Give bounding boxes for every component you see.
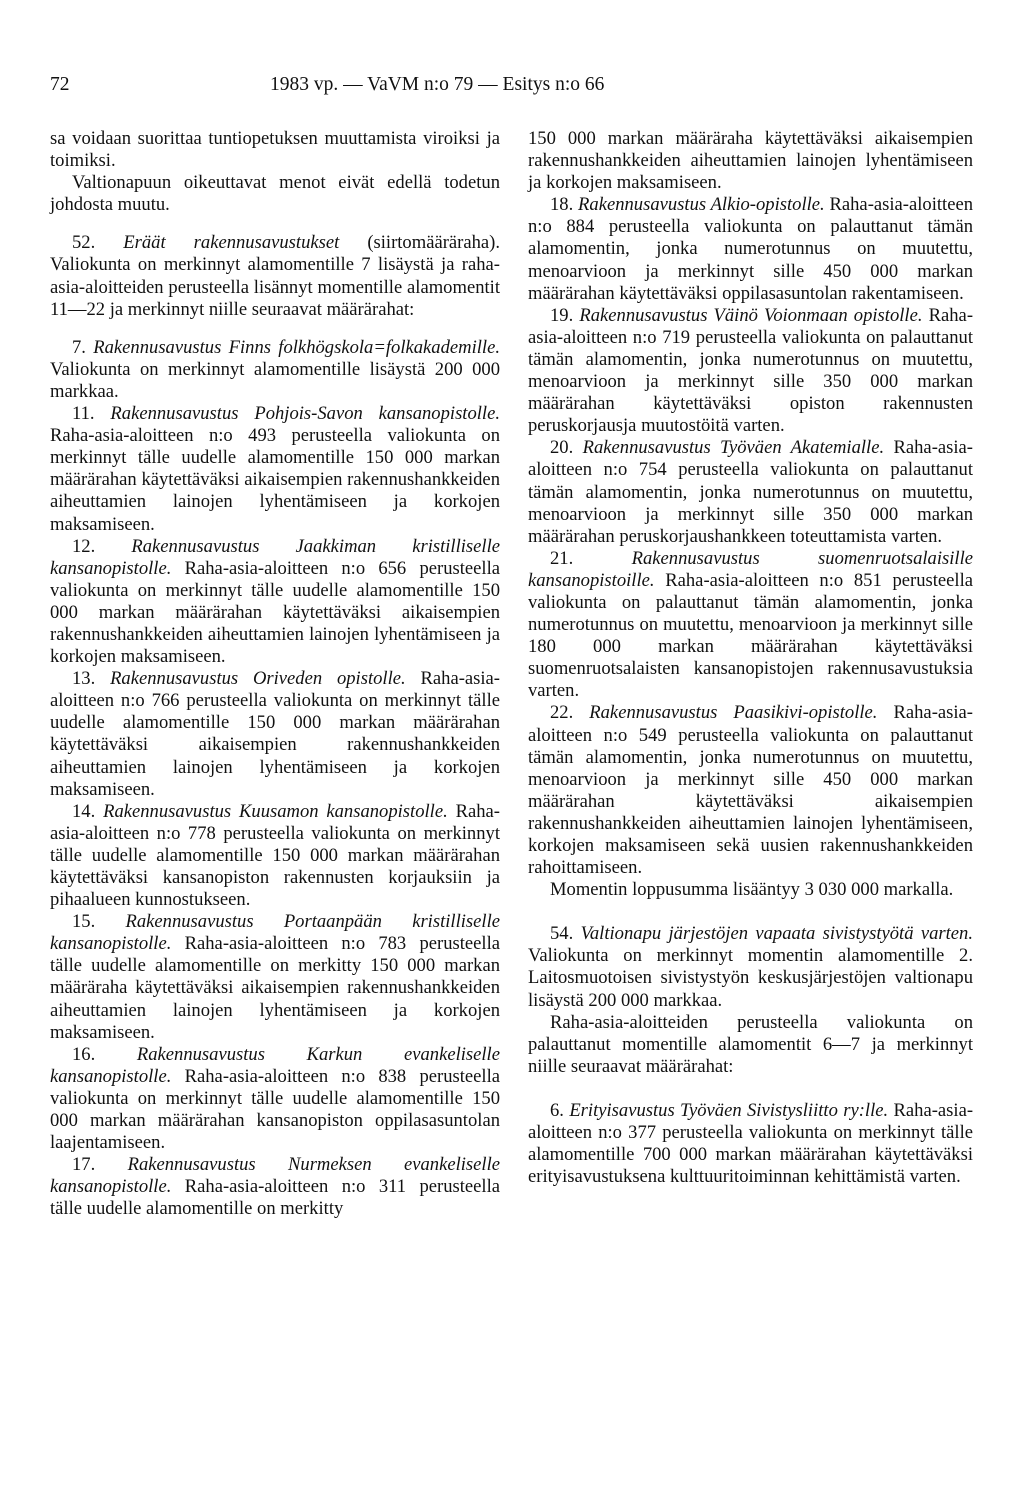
item-title: Rakennusavustus Nurmeksen evankeliselle kansanopistolle.	[50, 1154, 500, 1198]
item-title: Eräät rakennusavustukset	[123, 232, 340, 254]
paragraph	[528, 1100, 973, 1188]
item-body: Raha-asia-aloitteen n:o 884 perusteella valiokunta on palauttanut tämän alamomentin, jonka numerotunnus on muutettu, menoarvioon ja merkinnyt sille 450 000 markan määrärahan käytettäväksi oppilasasuntolan rakentamiseen.	[528, 194, 973, 304]
item-title: Rakennusavustus Kuusamon kansanopistolle.	[103, 800, 448, 822]
item-title: Rakennusavustus Karkun evankeliselle kansanopistolle.	[50, 1043, 500, 1087]
item-body: Momentin loppusumma lisääntyy 3 030 000 markalla.	[550, 879, 954, 901]
item-body: sa voidaan suorittaa tuntiopetuksen muuttamista viroiksi ja toimiksi.	[50, 128, 500, 172]
item-body: Valtionapuun oikeuttavat menot eivät edellä todetun johdosta muutu.	[50, 172, 500, 216]
item-number: 17.	[72, 1154, 96, 1176]
paragraph	[50, 337, 500, 403]
item-title: Rakennusavustus Väinö Voionmaan opistolle.	[579, 304, 923, 326]
paragraph	[50, 1044, 500, 1154]
item-title: Rakennusavustus Oriveden opistolle.	[110, 668, 406, 690]
item-number: 54.	[550, 923, 574, 945]
paragraph	[50, 128, 500, 172]
item-number: 7.	[72, 336, 86, 358]
item-number: 21.	[550, 547, 574, 569]
item-body: Raha-asia-aloitteen n:o 311 perusteella tälle uudelle alamomentille on merkitty	[50, 1176, 500, 1220]
item-title: Erityisavustus Työväen Sivistysliitto ry:lle.	[569, 1099, 889, 1121]
item-body: Raha-asia-aloitteen n:o 549 perusteella valiokunta on palauttanut tämän alamomentin, jonka numerotunnus on muutettu, menoarvioon ja merkinnyt sille 450 000 markan määrärahan käytettäväksi aikaisempien rakennushankkeiden aiheuttamien lainojen lyhentämiseen, korkojen maksamiseen sekä uusien rakennushankkeiden rahoittamiseen.	[528, 702, 973, 879]
item-number: 6.	[550, 1099, 564, 1121]
item-title: Valtionapu järjestöjen vapaata sivistystyötä varten.	[580, 923, 973, 945]
paragraph	[50, 801, 500, 911]
running-title: 1983 vp. — VaVM n:o 79 — Esitys n:o 66	[270, 74, 605, 95]
item-title: Rakennusavustus Jaakkiman kristilliselle kansanopistolle.	[50, 535, 501, 579]
item-number: 14.	[72, 800, 96, 822]
item-body: Raha-asia-aloitteen n:o 778 perusteella valiokunta on merkinnyt tälle uudelle alamomentille 150 000 markan määrärahan käytettäväksi kansanopiston rakennusten korjauksiin ja pihaalueen kunnostukseen.	[50, 800, 500, 911]
item-title: Rakennusavustus Finns folkhögskola=folkakademille.	[93, 336, 500, 358]
item-body: Raha-asia-aloitteen n:o 783 perusteella tälle uudelle alamomentille on merkitty 150 000 markan määräraha käytettäväksi aikaisempien rakennushankkeiden aiheuttamien lainojen lyhentämiseen ja korkojen maksamiseen.	[50, 933, 500, 1043]
paragraph	[528, 305, 973, 438]
paragraph	[528, 702, 973, 879]
item-body: 150 000 markan määräraha käytettäväksi aikaisempien rakennushankkeiden aiheuttamien lainojen lyhentämiseen ja korkojen maksamiseen.	[528, 128, 973, 194]
paragraph	[50, 172, 500, 216]
right-column	[528, 128, 973, 1188]
item-title: Rakennusavustus Työväen Akatemialle.	[582, 437, 885, 459]
item-body: Raha-asia-aloitteiden perusteella valiokunta on palauttanut momentille alamomentit 6—7 ja merkinnyt niille seuraavat määrärahat:	[528, 1011, 973, 1077]
item-body: Raha-asia-aloitteen n:o 493 perusteella valiokunta on merkinnyt tälle uudelle alamomentille 150 000 markan määrärahan käytettäväksi aikaisempien rakennushankkeiden aiheuttamien lainojen lyhentämiseen ja korkojen maksamiseen.	[50, 425, 500, 535]
paragraph	[528, 548, 973, 703]
paragraph	[528, 879, 973, 901]
item-title: Rakennusavustus Portaanpään kristilliselle kansanopistolle.	[50, 911, 500, 955]
item-body: Raha-asia-aloitteen n:o 851 perusteella valiokunta on palauttanut tämän alamomentin, jonka numerotunnus on muutettu, menoarvioon ja merkinnyt sille 180 000 markan määrärahan käytettäväksi suomenruotsalaisten kansanopistojen rakennusavustuksia varten.	[528, 569, 973, 702]
paragraph	[50, 403, 500, 536]
item-number: 52.	[72, 232, 96, 254]
item-number: 19.	[550, 304, 574, 326]
left-column	[50, 128, 500, 1221]
item-number: 20.	[550, 437, 574, 459]
item-body: Valiokunta on merkinnyt alamomentille lisäystä 200 000 markkaa.	[50, 358, 500, 402]
item-body: (siirtomääräraha). Valiokunta on merkinnyt alamomentille 7 lisäystä ja raha-asia-aloitteiden perusteella lisännyt momentille alamomentit 11—22 ja merkinnyt niille seuraavat määrärahat:	[50, 232, 500, 320]
item-number: 13.	[72, 668, 96, 690]
paragraph	[528, 194, 973, 304]
item-title: Rakennusavustus suomenruotsalaisille kansanopistoille.	[528, 547, 973, 591]
item-title: Rakennusavustus Alkio-opistolle.	[578, 194, 825, 216]
paragraph	[528, 128, 973, 194]
item-title: Rakennusavustus Pohjois-Savon kansanopistolle.	[110, 403, 500, 425]
paragraph	[50, 232, 500, 320]
item-number: 22.	[550, 702, 574, 724]
paragraph	[50, 668, 500, 801]
item-number: 15.	[72, 911, 96, 933]
item-body: Valiokunta on merkinnyt momentin alamomentille 2. Laitosmuotoisen sivistystyön keskusjärjestöjen valtionapu lisäystä 200 000 markkaa.	[528, 945, 973, 1011]
item-body: Raha-asia-aloitteen n:o 838 perusteella valiokunta on merkinnyt tälle uudelle alamomentille 150 000 markan määrärahan kansanopiston oppilasasuntolan laajentamiseen.	[50, 1065, 500, 1154]
page-number: 72	[50, 74, 70, 95]
paragraph	[50, 1154, 500, 1220]
item-title: Rakennusavustus Paasikivi-opistolle.	[589, 702, 878, 724]
item-number: 18.	[550, 194, 574, 216]
paragraph	[50, 536, 500, 669]
paragraph	[528, 1012, 973, 1078]
paragraph	[528, 923, 973, 1011]
paragraph	[50, 911, 500, 1044]
item-body: Raha-asia-aloitteen n:o 766 perusteella valiokunta on merkinnyt tälle uudelle alamomentille 150 000 markan määrärahan käytettäväksi aikaisempien rakennushankkeiden aiheuttamien lainojen lyhentämiseen ja korkojen maksamiseen.	[50, 668, 500, 800]
paragraph	[528, 437, 973, 547]
item-body: Raha-asia-aloitteen n:o 656 perusteella valiokunta on merkinnyt tälle uudelle alamomentille 150 000 markan määrärahan käytettäväksi aikaisempien rakennushankkeiden aiheuttamien lainojen lyhentämiseen ja korkojen maksamiseen.	[50, 557, 500, 668]
item-body: Raha-asia-aloitteen n:o 754 perusteella valiokunta on palauttanut tämän alamomentin, jonka numerotunnus on muutettu, menoarvioon ja merkinnyt sille 350 000 markan määrärahan peruskorjaushankkeen toteuttamista varten.	[528, 437, 973, 547]
item-number: 16.	[72, 1043, 96, 1065]
item-number: 11.	[72, 403, 95, 425]
item-body: Raha-asia-aloitteen n:o 719 perusteella valiokunta on palauttanut tämän alamomentin, jonka numerotunnus on muutettu, menoarvioon ja merkinnyt sille 350 000 markan määrärahan käytettäväksi opiston rakennusten peruskorjausja muutostöitä varten.	[528, 304, 974, 437]
item-number: 12.	[72, 535, 96, 557]
item-body: Raha-asia-aloitteen n:o 377 perusteella valiokunta on merkinnyt tälle alamomentille 700 000 markan määrärahan käytettäväksi erityisavustuksena kulttuuritoiminnan kehittämistä varten.	[528, 1099, 974, 1188]
page-header	[50, 68, 710, 102]
